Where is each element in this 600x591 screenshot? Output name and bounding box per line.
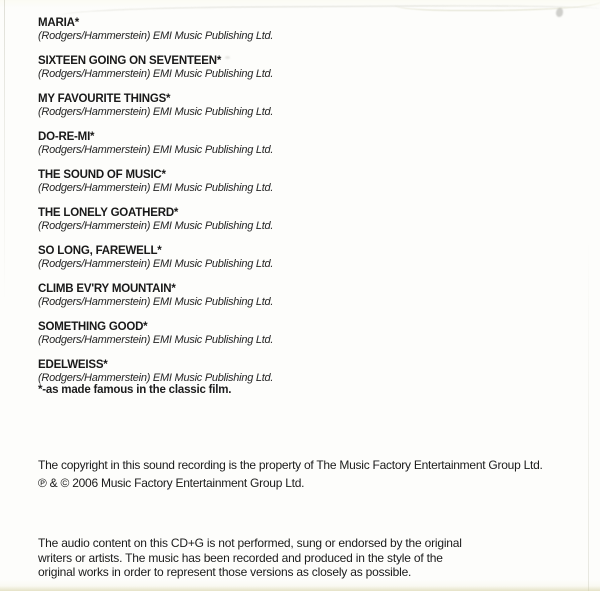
track-title: SO LONG, FAREWELL* (38, 245, 162, 257)
track-credit: (Rodgers/Hammerstein) EMI Music Publishing Ltd. (38, 144, 274, 156)
footnote: *-as made famous in the classic film. (38, 384, 232, 396)
track-entry (38, 55, 468, 93)
track-entry (38, 321, 468, 359)
track-entry (38, 245, 468, 283)
copyright-notice (38, 456, 543, 492)
track-credit: (Rodgers/Hammerstein) EMI Music Publishing Ltd. (38, 220, 274, 232)
track-credit: (Rodgers/Hammerstein) EMI Music Publishing Ltd. (38, 68, 274, 80)
track-credit: (Rodgers/Hammerstein) EMI Music Publishing Ltd. (38, 296, 274, 308)
copyright-line: The copyright in this sound recording is the property of The Music Factory Entertainment Group Ltd. (38, 458, 543, 472)
track-entry (38, 207, 468, 245)
track-title: SIXTEEN GOING ON SEVENTEEN* (38, 55, 222, 67)
track-credit: (Rodgers/Hammerstein) EMI Music Publishing Ltd. (38, 30, 274, 42)
copyright-line: ℗ & © 2006 Music Factory Entertainment Group Ltd. (38, 476, 305, 490)
track-entry (38, 131, 468, 169)
track-entry (38, 283, 468, 321)
track-title: CLIMB EV'RY MOUNTAIN* (38, 283, 176, 295)
track-title: MARIA* (38, 17, 79, 29)
track-entry (38, 169, 468, 207)
track-credit: (Rodgers/Hammerstein) EMI Music Publishing Ltd. (38, 258, 274, 270)
disclaimer-line: The audio content on this CD+G is not performed, sung or endorsed by the original (38, 536, 462, 550)
track-credit: (Rodgers/Hammerstein) EMI Music Publishing Ltd. (38, 182, 274, 194)
disclaimer (38, 536, 462, 580)
scan-artifact-right-edge (588, 240, 589, 591)
track-credit: (Rodgers/Hammerstein) EMI Music Publishing Ltd. (38, 372, 274, 384)
scan-artifact-speck (556, 8, 563, 17)
track-credit: (Rodgers/Hammerstein) EMI Music Publishing Ltd. (38, 334, 274, 346)
track-entry (38, 93, 468, 131)
scan-artifact-left-edge (4, 0, 5, 300)
track-title: EDELWEISS* (38, 359, 108, 371)
track-title: THE LONELY GOATHERD* (38, 207, 179, 219)
track-title: THE SOUND OF MUSIC* (38, 169, 166, 181)
track-credit: (Rodgers/Hammerstein) EMI Music Publishing Ltd. (38, 106, 274, 118)
track-list (38, 17, 468, 397)
track-title: DO-RE-MI* (38, 131, 95, 143)
track-title: SOMETHING GOOD* (38, 321, 148, 333)
disclaimer-line: original works in order to represent those versions as closely as possible. (38, 565, 412, 579)
track-title: MY FAVOURITE THINGS* (38, 93, 171, 105)
scan-artifact-bottom-edge (0, 586, 600, 591)
disclaimer-line: writers or artists. The music has been recorded and produced in the style of the (38, 550, 443, 565)
track-entry (38, 17, 468, 55)
